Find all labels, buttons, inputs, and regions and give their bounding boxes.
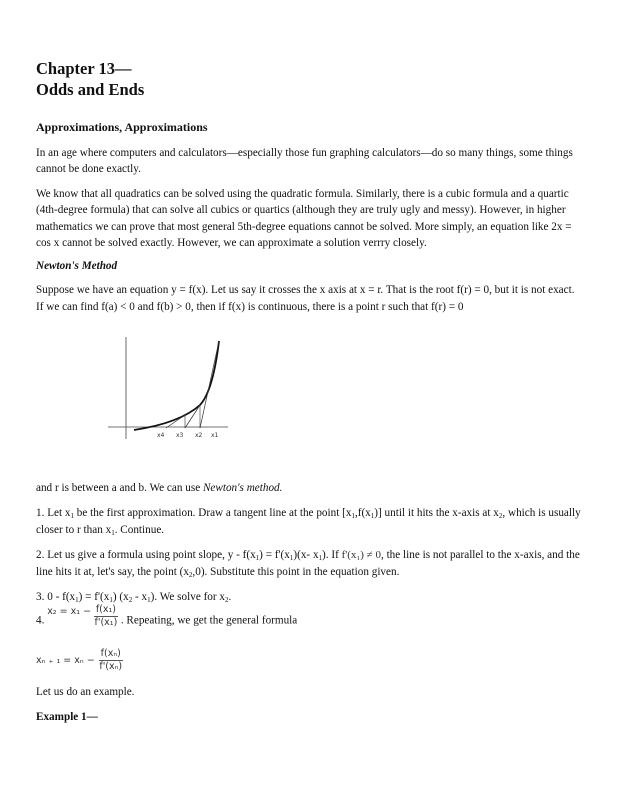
step-4: 4. $^{x_2 = x_1 -}$ $\frac{\text{f(x₁)}}{\text{f'(x₁)}}$ . Repeating, we get the general formula <box>36 604 298 628</box>
newtons-method-emphasis: Newton's method. <box>202 482 283 494</box>
section-title: Approximations, Approximations <box>36 120 208 134</box>
function-curve <box>134 341 219 430</box>
label-x4: x4 <box>157 432 165 439</box>
general-fraction: $\frac{\text{f(xₙ)}}{\text{f'(xₙ)}}$ <box>99 648 123 672</box>
paragraph-between: and r is between a and b. We can use Newton's method. <box>36 482 283 494</box>
step-2: 2. Let us give a formula using point slope, $y - f(x_1) = f'(x_1)(x-$ $x_1$). If f'(x₁) ≠ 0, the line is not parallel to the x-axis, and the line hits it at, let's say, the point $(x_2,0)$. Substitute this point in the equation given. <box>36 549 580 579</box>
example-title: Example 1— <box>36 711 98 723</box>
label-x2: x2 <box>195 432 203 439</box>
newton-method-graph <box>100 335 230 445</box>
tangent-line-2 <box>185 405 200 428</box>
inline-math-nonzero-derivative: f'(x₁) ≠ 0 <box>341 549 381 562</box>
label-x1: x1 <box>211 432 219 439</box>
document-page <box>36 58 584 315</box>
chapter-title: Odds and Ends <box>36 80 145 99</box>
paragraph-example-intro: Let us do an example. <box>36 686 135 698</box>
label-x3: x3 <box>176 432 184 439</box>
paragraph-setup: Suppose we have an equation y = f(x). Let us say it crosses the x axis at x = r. That is the root f(r) = 0, but it is not exact. If we can find f(a) < 0 and f(b) > 0, then if f(x) is continuous, there is a point r such that f(r) = 0 <box>36 284 575 313</box>
paragraph-intro: In an age where computers and calculators—especially those fun graphing calculators—do so many things, some things cannot be done exactly. <box>36 147 573 176</box>
paragraph-formulas: We know that all quadratics can be solved using the quadratic formula. Similarly, there is a cubic formula and a quartic (4th-degree formula) that can solve all cubics or quartics (although they are truly ugly and messy). However, in higher mathematics we can prove that most general 5th-degree equations cannot be solved. More simply, an equation like 2x = cos x cannot be solved exactly. However, we can approximate a solution verrry closely. <box>36 187 572 250</box>
step4-lhs: x₂ = x₁ − <box>47 606 92 617</box>
general-formula <box>36 648 123 673</box>
step4-fraction: $\frac{\text{f(x₁)}}{\text{f'(x₁)}}$ <box>94 604 118 628</box>
step-3: 3. $0 - f(x_1) = f'(x_1)$ $(x_2 - x_1)$. We solve for $x_2$. <box>36 591 232 605</box>
document-page-lower <box>36 480 584 605</box>
general-lhs: xₙ ₊ ₁ = xₙ − <box>36 655 95 666</box>
tangent-line-1 <box>200 341 219 428</box>
chapter-number: Chapter 13— <box>36 59 132 78</box>
subsection-title: Newton's Method <box>36 260 118 273</box>
step-1: 1. Let $x_1$ be the first approximation. Draw a tangent line at the point $[x_1,f(x_1)]$ until it hits the x-axis at $x_2$, which is usually closer to r than $x_1$. Continue. <box>36 507 581 537</box>
